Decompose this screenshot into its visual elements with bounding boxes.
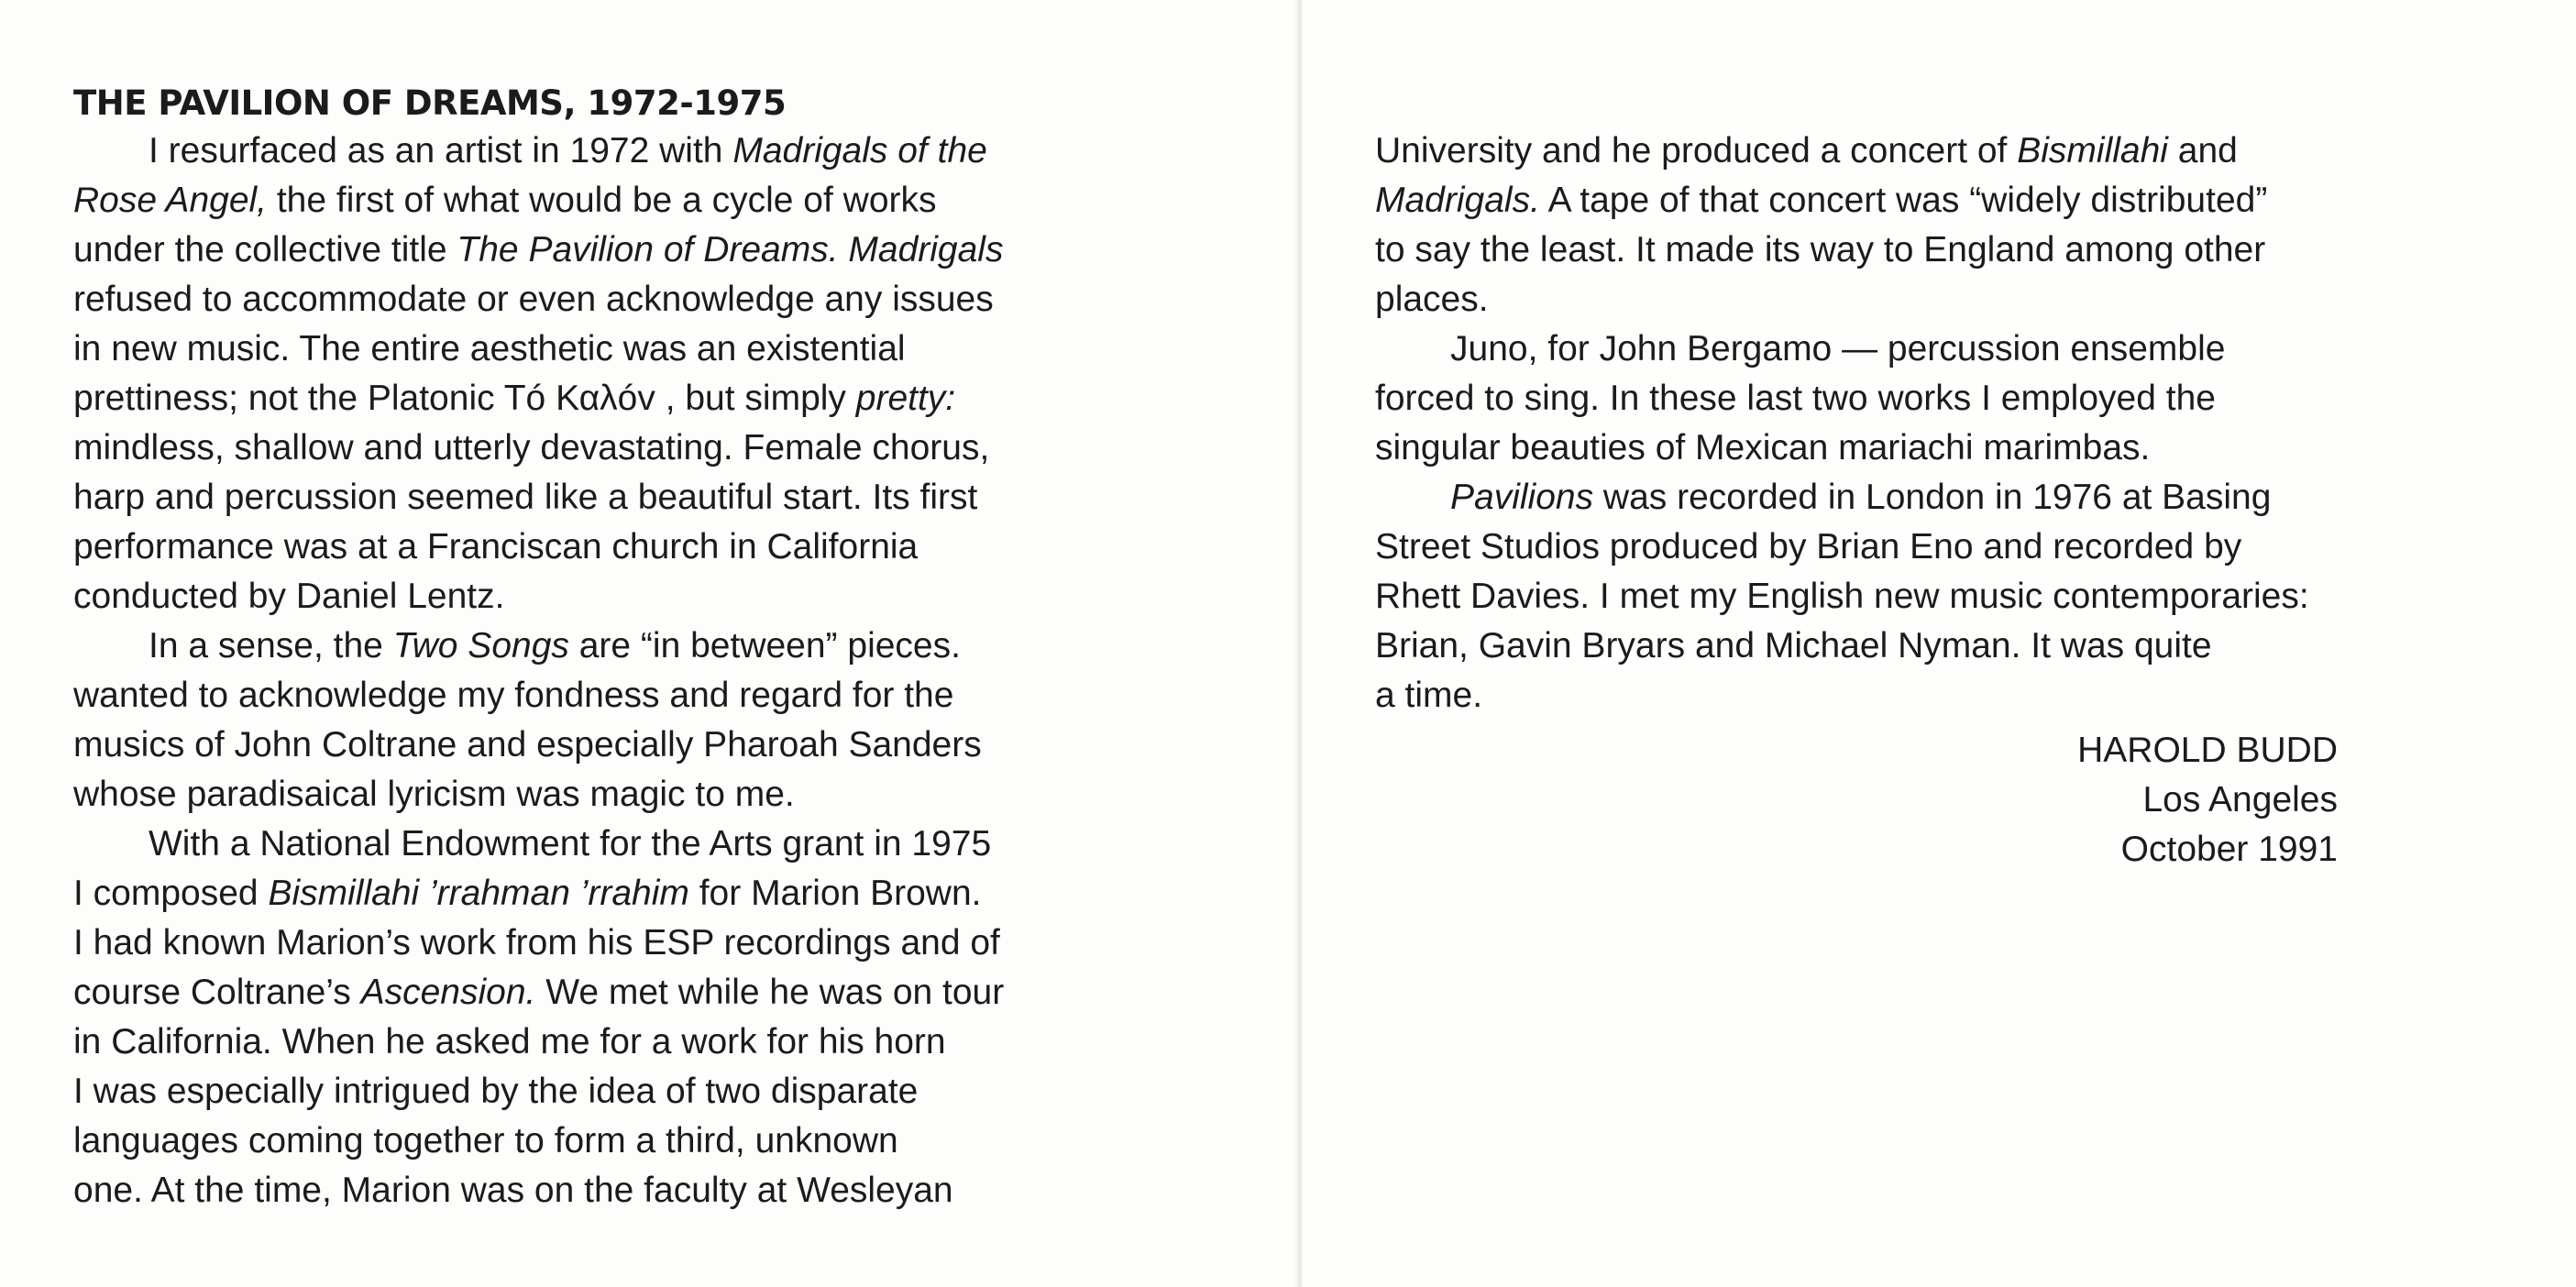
text-line	[1375, 275, 2383, 324]
text-run: We met while he was on tour	[535, 973, 1005, 1012]
text-run: I had known Marion’s work from his ESP recordings and of	[73, 923, 1000, 962]
text-line	[73, 1166, 1063, 1216]
text-line	[1375, 374, 2383, 424]
text-line	[1375, 126, 2383, 176]
text-run: A tape of that concert was “widely distributed”	[1539, 181, 2268, 220]
text-line	[1375, 622, 2383, 671]
text-run: course Coltrane’s	[73, 973, 361, 1012]
text-run: in California. When he asked me for a work for his horn	[73, 1022, 946, 1062]
text-line	[1375, 424, 2383, 473]
text-run: to say the least. It made its way to England among other	[1375, 230, 2266, 270]
text-run: performance was at a Franciscan church in California	[73, 527, 919, 566]
signature-place: Los Angeles	[2142, 780, 2338, 820]
text-run: refused to accommodate or even acknowledge any issues	[73, 280, 994, 319]
right-paragraphs	[1375, 126, 2383, 720]
section-heading: THE PAVILION OF DREAMS, 1972-1975	[73, 83, 787, 123]
text-line	[73, 374, 1063, 424]
text-line	[73, 720, 1063, 770]
text-line	[73, 1116, 1063, 1166]
italic-title: Two Songs	[392, 626, 569, 666]
text-line	[73, 869, 1063, 918]
text-line	[73, 324, 1063, 374]
text-line	[73, 671, 1063, 720]
right-text-column	[1375, 126, 2383, 720]
text-run: mindless, shallow and utterly devastating. Female chorus,	[73, 428, 990, 468]
text-run: musics of John Coltrane and especially Pharoah Sanders	[73, 725, 982, 764]
text-line	[73, 820, 1063, 869]
text-run: I resurfaced as an artist in 1972 with	[149, 131, 733, 170]
italic-title: The Pavilion of Dreams. Madrigals	[457, 230, 1004, 270]
text-line	[1375, 226, 2383, 275]
text-line	[73, 968, 1063, 1018]
text-run: wanted to acknowledge my fondness and regard for the	[73, 676, 954, 715]
text-run: Brian, Gavin Bryars and Michael Nyman. It was quite	[1375, 626, 2212, 666]
text-run: forced to sing. In these last two works I employed the	[1375, 379, 2216, 418]
text-line	[73, 226, 1063, 275]
text-run: the first of what would be a cycle of works	[267, 181, 937, 220]
text-line	[73, 918, 1063, 968]
signature-name: HAROLD BUDD	[2077, 731, 2338, 770]
text-run: I was especially intrigued by the idea of two disparate	[73, 1072, 919, 1111]
text-run: places.	[1375, 280, 1489, 319]
text-line	[73, 275, 1063, 324]
text-run: prettiness; not the Platonic	[73, 379, 504, 418]
text-run: , but simply	[655, 379, 856, 418]
italic-title: Ascension.	[360, 973, 536, 1012]
text-line	[1375, 176, 2383, 226]
text-run: whose paradisaical lyricism was magic to me.	[73, 775, 795, 814]
italic-title: pretty:	[855, 379, 956, 418]
italic-title: Rose Angel,	[73, 181, 268, 220]
text-run: under the collective title	[73, 230, 457, 270]
left-text-column	[73, 81, 1063, 1216]
text-run: University and he produced a concert of	[1375, 131, 2018, 170]
text-line	[73, 424, 1063, 473]
text-line	[1375, 324, 2383, 374]
text-line	[1375, 671, 2383, 720]
text-run: I composed	[73, 874, 269, 913]
signature-date: October 1991	[2120, 830, 2338, 869]
italic-title: Bismillahi	[2017, 131, 2168, 170]
signature-block	[2077, 726, 2338, 874]
text-run: Street Studios produced by Brian Eno and recorded by	[1375, 527, 2242, 566]
text-run: languages coming together to form a third, unknown	[73, 1121, 898, 1160]
text-line	[73, 1018, 1063, 1067]
text-line	[1375, 522, 2383, 572]
text-line	[73, 126, 1063, 176]
text-run: and	[2167, 131, 2238, 170]
text-run: for Marion Brown.	[688, 874, 982, 913]
italic-title: Madrigals.	[1375, 181, 1540, 220]
text-run: one. At the time, Marion was on the faculty at Wesleyan	[73, 1171, 953, 1210]
italic-title: Pavilions	[1450, 478, 1594, 517]
italic-title: Bismillahi ’rrahman ’rrahim	[268, 874, 689, 913]
text-line	[73, 572, 1063, 622]
center-fold	[1294, 0, 1304, 1287]
text-line	[73, 176, 1063, 226]
text-line	[73, 622, 1063, 671]
text-line	[73, 522, 1063, 572]
text-run: harp and percussion seemed like a beautiful start. Its first	[73, 478, 978, 517]
text-run: With a National Endowment for the Arts grant in 1975	[149, 824, 992, 864]
left-paragraphs	[73, 126, 1063, 1216]
text-run: Juno, for John Bergamo — percussion ensemble	[1450, 329, 2226, 368]
text-run: Rhett Davies. I met my English new music contemporaries:	[1375, 577, 2309, 616]
text-run: in new music. The entire aesthetic was an existential	[73, 329, 906, 368]
text-run: singular beauties of Mexican mariachi marimbas.	[1375, 428, 2151, 468]
text-line	[1375, 572, 2383, 622]
text-run: was recorded in London in 1976 at Basing	[1593, 478, 2272, 517]
text-line	[73, 473, 1063, 522]
text-run: Tó Καλóv	[503, 379, 655, 418]
italic-title: Madrigals of the	[732, 131, 987, 170]
text-run: In a sense, the	[149, 626, 393, 666]
text-run: a time.	[1375, 676, 1483, 715]
text-line	[73, 770, 1063, 820]
text-line	[73, 1067, 1063, 1116]
text-line	[1375, 473, 2383, 522]
text-run: conducted by Daniel Lentz.	[73, 577, 505, 616]
text-run: are “in between” pieces.	[568, 626, 961, 666]
